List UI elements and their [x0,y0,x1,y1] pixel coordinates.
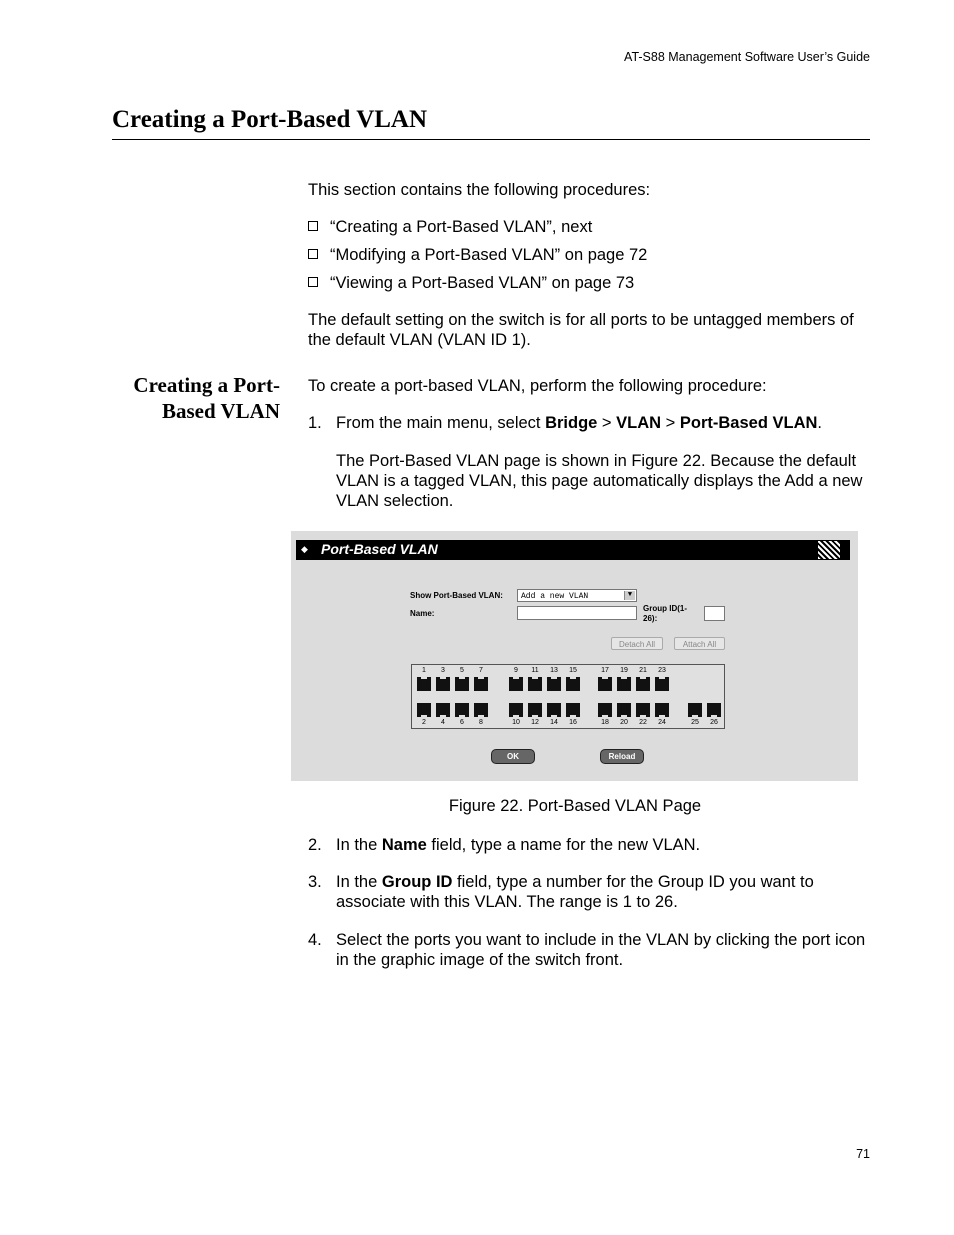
figure-caption: Figure 22. Port-Based VLAN Page [448,797,702,815]
switch-port[interactable] [455,703,469,717]
port-label: 24 [658,719,666,726]
switch-port[interactable] [636,677,650,691]
menu-vlan: VLAN [616,414,662,432]
switch-front-panel [411,664,725,729]
switch-port[interactable] [566,677,580,691]
menu-port-based-vlan: Port-Based VLAN [679,414,818,432]
detach-all-button[interactable]: Detach All [611,637,663,650]
running-header: AT-S88 Management Software User’s Guide [624,50,870,64]
procedure-link-text: “Viewing a Port-Based VLAN” on page 73 [330,274,635,292]
port-label: 4 [441,719,445,726]
port-label: 16 [569,719,577,726]
procedure-intro: To create a port-based VLAN, perform the following procedure: [308,377,767,395]
switch-port[interactable] [655,703,669,717]
checkbox-bullet-icon [308,221,318,231]
show-vlan-label: Show Port-Based VLAN: [410,591,503,600]
subsection-heading [112,372,280,424]
group-id-input[interactable] [704,606,725,621]
port-label: 9 [514,667,518,674]
switch-port[interactable] [436,703,450,717]
step-1-note: The Port-Based VLAN page is shown in Figure 22. Because the default VLAN is a tagged VLAN, this page automatically displays the Add a new VLAN selection. [336,452,863,510]
port-label: 2 [422,719,426,726]
switch-port[interactable] [617,703,631,717]
port-based-vlan-screenshot [291,531,858,781]
checkbox-bullet-icon [308,277,318,287]
port-label: 10 [512,719,520,726]
switch-port[interactable] [688,703,702,717]
default-note-paragraph: The default setting on the switch is for all ports to be untagged members of the default VLAN (VLAN ID 1). [308,311,854,349]
name-label: Name: [410,609,435,618]
group-id-label-line2: 26): [643,614,658,623]
ok-button[interactable]: OK [491,749,535,764]
field-name-ref: Name [381,836,427,854]
port-label: 20 [620,719,628,726]
port-label: 17 [601,667,609,674]
step-1-text: From the main menu, select Bridge > VLAN > Port-Based VLAN. [336,414,823,432]
reload-button[interactable]: Reload [600,749,644,764]
port-label: 18 [601,719,609,726]
step-3-text: In the Group ID field, type a number for the Group ID you want to associate with this VLAN. The range is 1 to 26. [336,873,814,911]
title-rule [112,139,870,140]
port-label: 14 [550,719,558,726]
port-label: 21 [639,667,647,674]
show-vlan-select[interactable]: Add a new VLAN ▼ [517,589,637,602]
switch-port[interactable] [509,677,523,691]
name-input[interactable] [517,606,637,620]
port-label: 8 [479,719,483,726]
procedure-list-item [308,217,592,237]
switch-port[interactable] [436,677,450,691]
switch-port[interactable] [636,703,650,717]
diamond-icon: ◆ [301,544,308,554]
procedure-list-item [308,245,647,265]
section-title: Creating a Port-Based VLAN [112,106,428,133]
switch-port[interactable] [528,703,542,717]
switch-port[interactable] [509,703,523,717]
switch-port[interactable] [417,703,431,717]
field-group-id-ref: Group ID [381,873,453,891]
procedure-list-item [308,273,634,293]
switch-port[interactable] [598,703,612,717]
port-label: 22 [639,719,647,726]
switch-port[interactable] [547,677,561,691]
menu-bridge: Bridge [545,414,598,432]
attach-all-button[interactable]: Attach All [674,637,725,650]
step-2-text: In the Name field, type a name for the new VLAN. [336,836,701,854]
window-title-bar [296,540,850,560]
subsection-heading-line2: Based VLAN [161,399,280,423]
switch-port[interactable] [528,677,542,691]
port-label: 13 [550,667,558,674]
switch-port[interactable] [455,677,469,691]
chevron-down-icon[interactable]: ▼ [624,591,635,600]
port-label: 11 [531,667,539,674]
switch-port[interactable] [598,677,612,691]
port-label: 7 [479,667,483,674]
port-label: 3 [441,667,445,674]
switch-port[interactable] [474,677,488,691]
switch-port[interactable] [655,677,669,691]
step-4-text: Select the ports you want to include in the VLAN by clicking the port icon in the graphic image of the switch front. [336,931,866,969]
procedure-link-text: “Creating a Port-Based VLAN”, next [330,218,593,236]
port-label: 6 [460,719,464,726]
port-label: 12 [531,719,539,726]
step-number: 3. [308,873,322,891]
vendor-logo-icon [818,541,840,559]
port-label: 15 [569,667,577,674]
switch-port[interactable] [547,703,561,717]
port-label: 26 [710,719,718,726]
port-label: 25 [691,719,699,726]
port-label: 1 [422,667,426,674]
switch-port[interactable] [417,677,431,691]
checkbox-bullet-icon [308,249,318,259]
window-title: Port-Based VLAN [321,541,438,557]
switch-port[interactable] [617,677,631,691]
step-number: 1. [308,414,322,432]
switch-port[interactable] [566,703,580,717]
page-number: 71 [856,1147,870,1161]
switch-port[interactable] [474,703,488,717]
procedure-link-text: “Modifying a Port-Based VLAN” on page 72 [330,246,648,264]
group-id-label-line1: Group ID(1- [643,604,687,613]
subsection-heading-line1: Creating a Port- [133,373,280,397]
port-label: 23 [658,667,666,674]
step-number: 2. [308,836,322,854]
intro-paragraph: This section contains the following procedures: [308,181,651,199]
port-label: 5 [460,667,464,674]
step-number: 4. [308,931,322,949]
port-label: 19 [620,667,628,674]
switch-port[interactable] [707,703,721,717]
